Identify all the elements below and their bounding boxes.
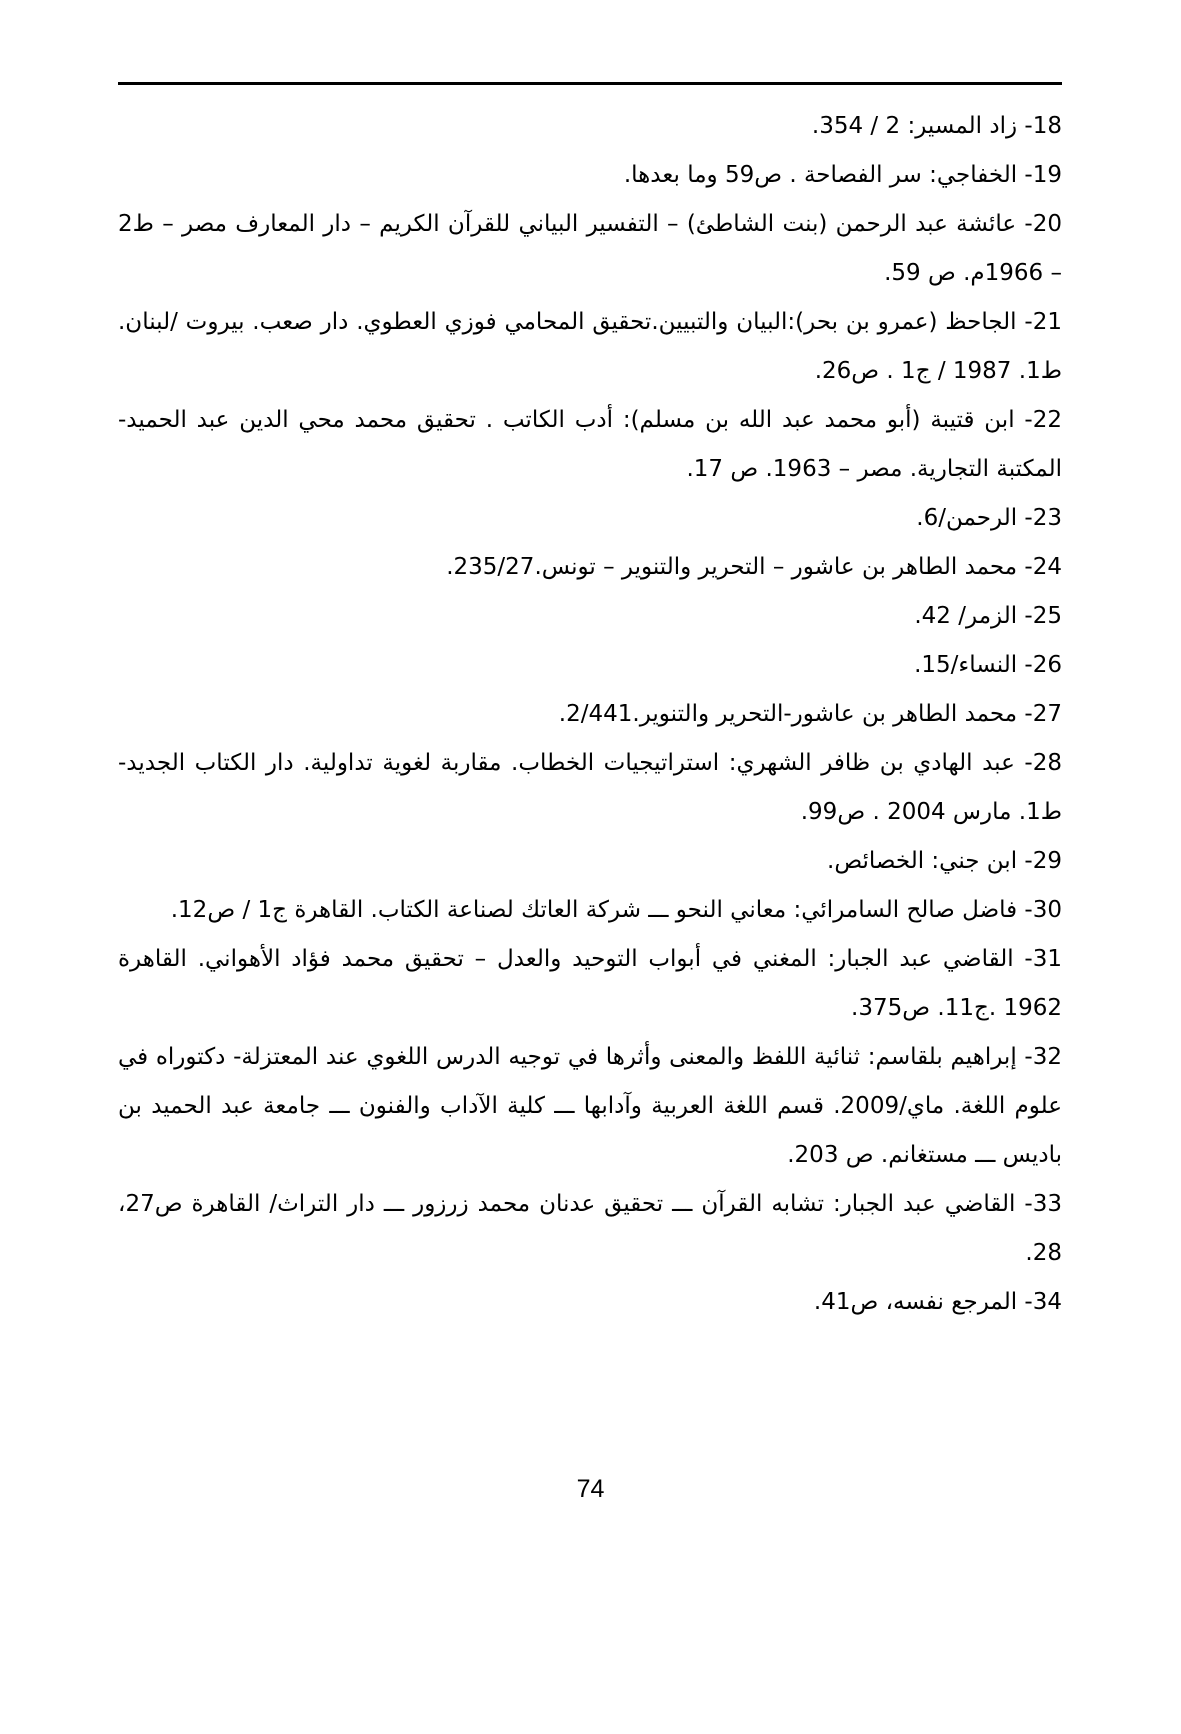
footnote-27: 27- محمد الطاهر بن عاشور-التحرير والتنوير.2/441. bbox=[558, 701, 1062, 727]
footnote-31: 31- القاضي عبد الجبار: المغني في أبواب التوحيد والعدل – تحقيق محمد فؤاد الأهواني. القاهرة 1962 .ج11. ص375. bbox=[118, 946, 1062, 1021]
footnote-32: 32- إبراهيم بلقاسم: ثنائية اللفظ والمعنى وأثرها في توجيه الدرس اللغوي عند المعتزلة- دكتوراه في علوم اللغة. ماي/2009. قسم اللغة العربية وآدابها ـــ كلية الآداب والفنون ـــ جامعة عبد الحميد بن باديس ـــ مستغانم. ص 203. bbox=[118, 1044, 1062, 1168]
footnote-23: 23- الرحمن/6. bbox=[916, 505, 1062, 531]
footnote-33: 33- القاضي عبد الجبار: تشابه القرآن ـــ تحقيق عدنان محمد زرزور ـــ دار التراث/ القاهرة ص27، 28. bbox=[118, 1191, 1062, 1266]
footnote-19: 19- الخفاجي: سر الفصاحة . ص59 وما بعدها. bbox=[623, 162, 1062, 188]
footnote-28: 28- عبد الهادي بن ظافر الشهري: استراتيجيات الخطاب. مقاربة لغوية تداولية. دار الكتاب الجديد- ط1. مارس 2004 . ص99. bbox=[118, 750, 1062, 825]
footnote-separator-line bbox=[118, 82, 1062, 85]
footnotes-list bbox=[118, 102, 1062, 1327]
page-number: 74 bbox=[576, 1475, 605, 1503]
footnote-18: 18- زاد المسير: 2 / 354. bbox=[811, 113, 1062, 139]
footnote-34: 34- المرجع نفسه، ص41. bbox=[813, 1289, 1062, 1315]
footnote-30: 30- فاضل صالح السامرائي: معاني النحو ـــ شركة العاتك لصناعة الكتاب. القاهرة ج1 / ص12. bbox=[170, 897, 1062, 923]
footnote-22: 22- ابن قتيبة (أبو محمد عبد الله بن مسلم): أدب الكاتب . تحقيق محمد محي الدين عبد الحميد- المكتبة التجارية. مصر – 1963. ص 17. bbox=[118, 407, 1062, 482]
footnote-26: 26- النساء/15. bbox=[914, 652, 1062, 678]
footnote-25: 25- الزمر/ 42. bbox=[914, 603, 1062, 629]
footnote-21: 21- الجاحظ (عمرو بن بحر):البيان والتبيين.تحقيق المحامي فوزي العطوي. دار صعب. بيروت /لبنان. ط1. 1987 / ج1 . ص26. bbox=[118, 309, 1062, 384]
footnote-20: 20- عائشة عبد الرحمن (بنت الشاطئ) – التفسير البياني للقرآن الكريم – دار المعارف مصر – ط2 – 1966م. ص 59. bbox=[118, 211, 1062, 286]
footnote-29: 29- ابن جني: الخصائص. bbox=[827, 848, 1062, 874]
footnote-24: 24- محمد الطاهر بن عاشور – التحرير والتنوير – تونس.235/27. bbox=[446, 554, 1062, 580]
